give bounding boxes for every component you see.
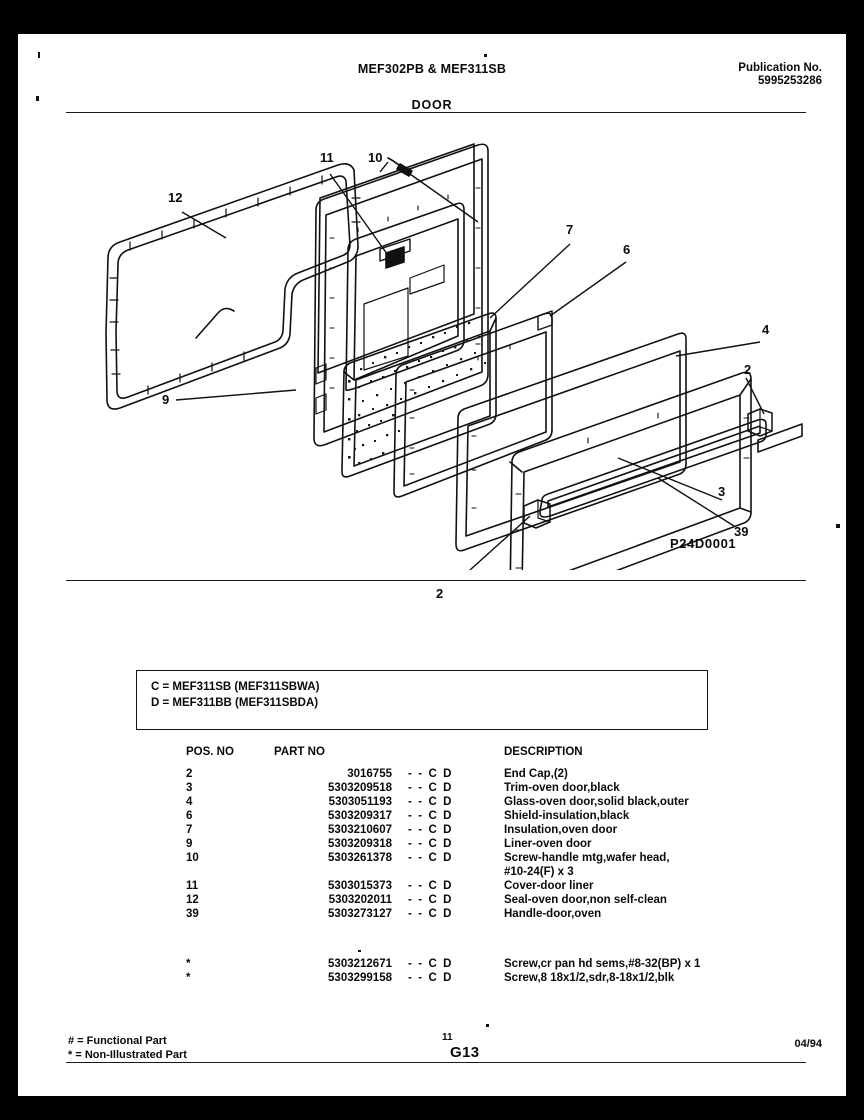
cell-pos: * — [186, 958, 191, 970]
legend-line-d: D = MEF311BB (MEF311SBDA) — [151, 697, 319, 709]
cell-desc: Trim-oven door,black — [504, 782, 620, 794]
cell-part: 5303202011 — [328, 894, 392, 906]
cell-marks: - - C D — [408, 958, 454, 970]
table-row — [186, 958, 786, 972]
parts-table — [186, 746, 786, 986]
publication-number: 5995253286 — [758, 75, 822, 87]
cell-desc: Insulation,oven door — [504, 824, 618, 836]
table-row — [186, 852, 786, 866]
header-description: DESCRIPTION — [504, 746, 583, 758]
cell-pos: 9 — [186, 838, 193, 850]
cell-pos: * — [186, 972, 191, 984]
footer-notes — [68, 1034, 187, 1062]
cell-part: 5303051193 — [328, 796, 392, 808]
callout-10: 10 — [368, 150, 383, 165]
table-row — [186, 908, 786, 922]
cell-desc: Shield-insulation,black — [504, 810, 630, 822]
scan-speck — [36, 96, 39, 101]
cell-desc: Screw-handle mtg,wafer head, — [504, 852, 670, 864]
drawing-number: P24D0001 — [670, 536, 737, 551]
table-header-row — [186, 746, 786, 768]
scan-speck — [836, 524, 840, 528]
page-number: 11 — [442, 1032, 453, 1043]
callout-11: 11 — [320, 150, 334, 165]
callout-2-left: 2 — [436, 586, 444, 601]
cell-pos: 3 — [186, 782, 193, 794]
cell-part: 5303209318 — [328, 838, 392, 850]
cell-part: 5303015373 — [328, 880, 392, 892]
note-non-illustrated-part: * = Non-Illustrated Part — [68, 1049, 187, 1061]
cell-pos: 7 — [186, 824, 193, 836]
scan-speck — [38, 52, 40, 58]
cell-desc: Screw,8 18x1/2,sdr,8-18x1/2,blk — [504, 972, 675, 984]
cell-pos: 6 — [186, 810, 193, 822]
cell-desc: Screw,cr pan hd sems,#8-32(BP) x 1 — [504, 958, 701, 970]
table-row — [186, 824, 786, 838]
exploded-diagram — [58, 118, 814, 601]
cell-marks: - - C D — [408, 782, 454, 794]
table-row — [186, 810, 786, 824]
cell-marks: - - C D — [408, 894, 454, 906]
callout-7: 7 — [566, 222, 574, 237]
table-row — [186, 768, 786, 782]
cell-marks: - - C D — [408, 824, 454, 836]
page-title: MEF302PB & MEF311SB — [357, 62, 507, 76]
cell-marks: - - C D — [408, 908, 454, 920]
cell-marks: - - C D — [408, 810, 454, 822]
catalog-page — [18, 34, 846, 1096]
cell-part: 5303212671 — [328, 958, 392, 970]
section-title: DOOR — [411, 98, 453, 112]
model-legend-box — [136, 670, 708, 730]
cell-pos: 10 — [186, 852, 199, 864]
cell-part: 5303261378 — [328, 852, 392, 864]
cell-part: 5303209518 — [328, 782, 392, 794]
callout-12: 12 — [168, 190, 183, 205]
cell-pos: 2 — [186, 768, 193, 780]
cell-marks: - - C D — [408, 796, 454, 808]
scan-speck — [486, 1024, 489, 1027]
cell-desc: Liner-oven door — [504, 838, 592, 850]
cell-part: 5303210607 — [328, 824, 392, 836]
callout-3: 3 — [718, 484, 726, 499]
legend-line-c: C = MEF311SB (MEF311SBWA) — [151, 681, 320, 693]
scan-speck — [358, 950, 361, 952]
table-row — [186, 796, 786, 810]
cell-pos: 39 — [186, 908, 199, 920]
cell-pos: 12 — [186, 894, 199, 906]
cell-pos: 11 — [186, 880, 199, 892]
divider-middle — [66, 580, 806, 581]
divider-top — [66, 112, 806, 113]
cell-marks: - - C D — [408, 852, 454, 864]
callout-9: 9 — [162, 392, 170, 407]
publication-label: Publication No. — [738, 62, 822, 74]
cell-desc: Handle-door,oven — [504, 908, 602, 920]
table-spacer — [186, 922, 786, 940]
scan-speck — [484, 54, 487, 57]
publication-block — [738, 62, 822, 88]
callout-4: 4 — [762, 322, 770, 337]
table-row — [186, 894, 786, 908]
cell-pos: 4 — [186, 796, 193, 808]
note-functional-part: # = Functional Part — [68, 1035, 167, 1047]
cell-part: 5303273127 — [328, 908, 392, 920]
cell-part: 5303209317 — [328, 810, 392, 822]
cell-desc: Seal-oven door,non self-clean — [504, 894, 667, 906]
cell-part: 5303299158 — [328, 972, 392, 984]
callout-39: 39 — [734, 524, 749, 539]
cell-desc: Cover-door liner — [504, 880, 594, 892]
table-row — [186, 972, 786, 986]
table-row — [186, 782, 786, 796]
diagram-svg — [58, 118, 814, 570]
header-pos-no: POS. NO — [186, 746, 234, 758]
header-part-no: PART NO — [274, 746, 325, 758]
cell-desc: #10-24(F) x 3 — [504, 866, 574, 878]
table-row — [186, 838, 786, 852]
table-spacer — [186, 940, 786, 958]
cell-marks: - - C D — [408, 768, 454, 780]
cell-part: 3016755 — [347, 768, 392, 780]
cell-desc: Glass-oven door,solid black,outer — [504, 796, 689, 808]
callout-2-right: 2 — [744, 362, 752, 377]
leader-lines — [176, 162, 764, 570]
table-row — [186, 880, 786, 894]
table-row-continuation — [186, 866, 786, 880]
divider-bottom — [66, 1062, 806, 1063]
cell-marks: - - C D — [408, 838, 454, 850]
cell-marks: - - C D — [408, 880, 454, 892]
cell-desc: End Cap,(2) — [504, 768, 568, 780]
cell-marks: - - C D — [408, 972, 454, 984]
revision-date: 04/94 — [794, 1038, 822, 1050]
callout-6: 6 — [623, 242, 631, 257]
page-code: G13 — [450, 1044, 480, 1061]
